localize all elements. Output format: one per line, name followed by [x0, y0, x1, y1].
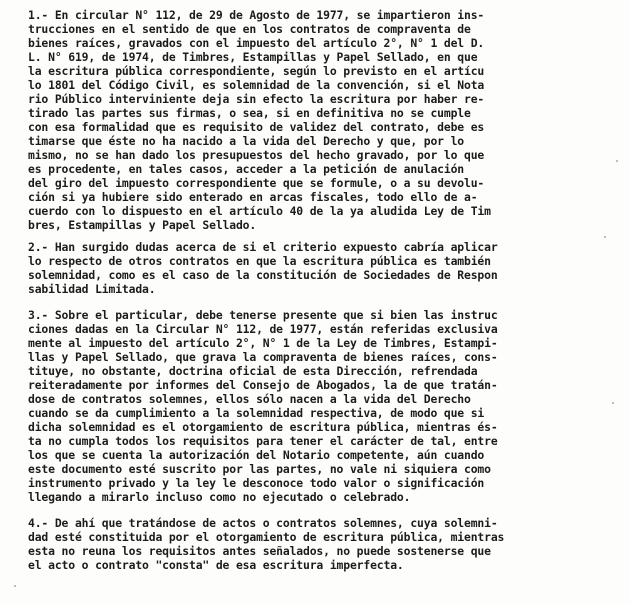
text-line: dad esté constituida por el otorgamiento de escritura pública, mientras — [28, 530, 505, 544]
text-line: 4.- De ahí que tratándose de actos o contratos solemnes, cuya solemni- — [28, 516, 498, 530]
text-line: dicha solemnidad es el otorgamiento de escritura pública, mientras és- — [28, 420, 498, 434]
text-line: 1.- En circular N° 112, de 29 de Agosto de 1977, se impartieron ins- — [28, 8, 485, 22]
text-line: lo 1801 del Código Civil, es solemnidad de la convención, si el Nota — [28, 78, 485, 92]
text-line: es procedente, en tales casos, acceder a la petición de anulación — [28, 162, 465, 176]
text-line: timarse que éste no ha nacido a la vida del Derecho y que, por lo — [28, 134, 465, 148]
text-line: tirado las partes sus firmas, o sea, si en definitiva no se cumple — [28, 106, 471, 120]
text-line: trucciones en el sentido de que en los contratos de compraventa de — [28, 22, 471, 36]
text-line: bienes raíces, gravados con el impuesto del artículo 2°, N° 1 del D. — [28, 36, 485, 50]
text-line: ta no cumpla todos los requisitos para tener el carácter de tal, entre — [28, 434, 498, 448]
scan-speck — [604, 236, 606, 238]
text-line: sabilidad Limitada. — [28, 282, 156, 296]
text-line: esta no reuna los requisitos antes señalados, no puede sostenerse que — [28, 544, 491, 558]
text-line: ción si ya hubiere sido enterado en arcas fiscales, todo ello de a- — [28, 190, 478, 204]
text-line: dose de contratos solemnes, ellos sólo nacen a la vida del Derecho — [28, 392, 471, 406]
text-line: 3.- Sobre el particular, debe tenerse presente que si bien las instruc — [28, 308, 498, 322]
text-line: llas y Papel Sellado, que grava la compraventa de bienes raíces, cons- — [28, 350, 498, 364]
text-line: llegando a mirarlo incluso como no ejecutado o celebrado. — [28, 490, 411, 504]
text-line: del giro del impuesto correspondiente que se formule, o a su devolu- — [28, 176, 485, 190]
text-line: cuando se da cumplimiento a la solemnidad respectiva, de modo que si — [28, 406, 485, 420]
text-line: el acto o contrato "consta" de esa escritura imperfecta. — [28, 558, 404, 572]
text-line: cuerdo con lo dispuesto en el artículo 40 de la ya aludida Ley de Tim — [28, 204, 491, 218]
text-line: 2.- Han surgido dudas acerca de si el criterio expuesto cabría aplicar — [28, 240, 498, 254]
text-line: ciones dadas en la Circular N° 112, de 1977, están referidas exclusiva — [28, 322, 498, 336]
text-line: mismo, no se han dado los presupuestos del hecho gravado, por lo que — [28, 148, 485, 162]
text-line: con esa formalidad que es requisito de validez del contrato, debe es — [28, 120, 485, 134]
text-line: L. N° 619, de 1974, de Timbres, Estampillas y Papel Sellado, en que — [28, 50, 478, 64]
text-line: tituye, no obstante, doctrina oficial de esta Dirección, refrendada — [28, 364, 478, 378]
scan-speck — [616, 160, 618, 162]
scan-speck — [612, 402, 614, 404]
text-line: mente al impuesto del artículo 2°, N° 1 de la Ley de Timbres, Estampi- — [28, 336, 498, 350]
text-line: rio Público interviniente deja sin efecto la escritura por haber re- — [28, 92, 485, 106]
scan-speck — [14, 585, 16, 587]
text-line: la escritura pública correspondiente, según lo previsto en el artícu — [28, 64, 485, 78]
text-line: reiteradamente por informes del Consejo de Abogados, la de que tratán- — [28, 378, 498, 392]
text-line: los que se cuenta la autorización del Notario competente, aún cuando — [28, 448, 485, 462]
text-line: instrumento privado y la ley le desconoce todo valor o significación — [28, 476, 485, 490]
text-line: este documento esté suscrito por las partes, no vale ni siquiera como — [28, 462, 491, 476]
text-line: bres, Estampillas y Papel Sellado. — [28, 218, 257, 232]
text-line: lo respecto de otros contratos en que la escritura pública es también — [28, 254, 491, 268]
text-line: solemnidad, como es el caso de la constitución de Sociedades de Respon — [28, 268, 498, 282]
